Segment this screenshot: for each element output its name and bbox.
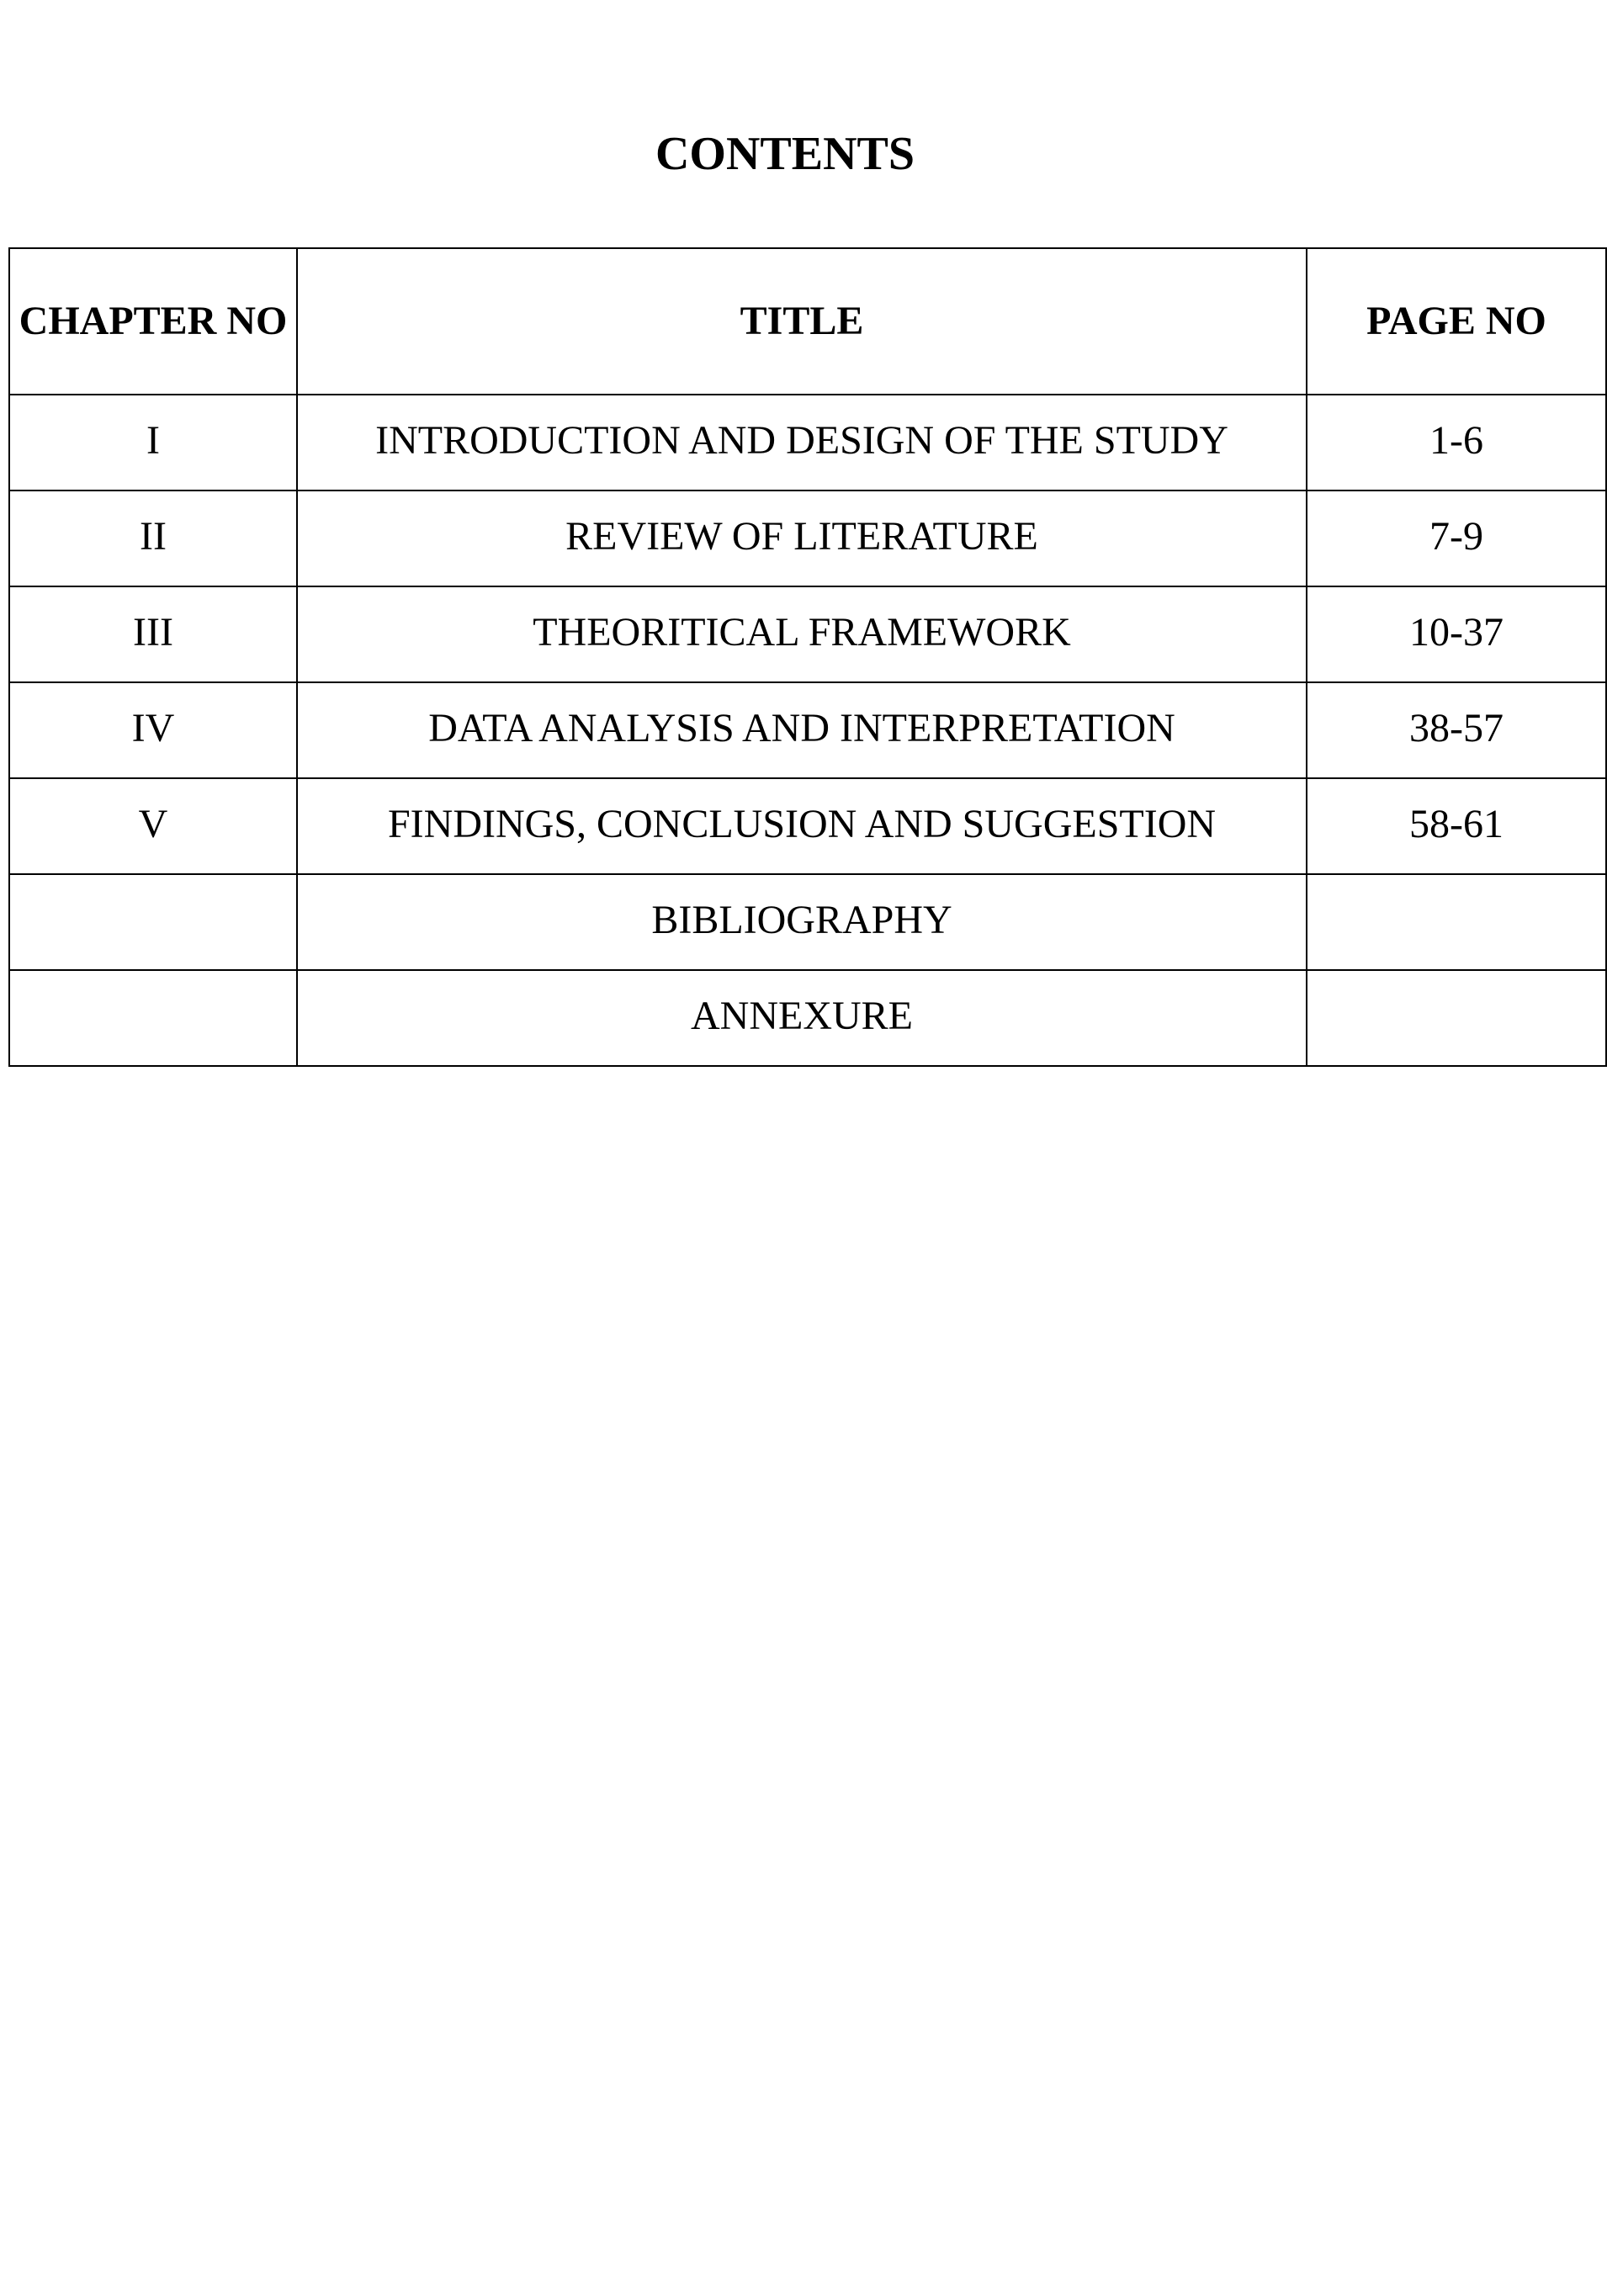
chapter-cell xyxy=(9,490,297,586)
table-row xyxy=(9,586,1606,682)
title-cell xyxy=(297,586,1307,682)
title-cell xyxy=(297,682,1307,778)
chapter-title: INTRODUCTION AND DESIGN OF THE STUDY xyxy=(375,418,1228,463)
chapter-cell xyxy=(9,874,297,970)
title-cell xyxy=(297,395,1307,490)
page-cell xyxy=(1307,874,1606,970)
page-range: 7-9 xyxy=(1429,514,1483,559)
table-row xyxy=(9,970,1606,1066)
page-cell xyxy=(1307,490,1606,586)
page-range: 10-37 xyxy=(1409,610,1504,655)
page-range xyxy=(1307,971,1605,981)
title-cell xyxy=(297,778,1307,874)
table-row xyxy=(9,778,1606,874)
title-cell xyxy=(297,874,1307,970)
contents-table xyxy=(8,247,1607,1067)
title-cell xyxy=(297,970,1307,1066)
table-row xyxy=(9,490,1606,586)
page-range xyxy=(1307,875,1605,885)
page-range: 1-6 xyxy=(1429,418,1483,463)
table-row xyxy=(9,874,1606,970)
chapter-cell xyxy=(9,586,297,682)
chapter-title: REVIEW OF LITERATURE xyxy=(565,514,1038,559)
chapter-number: III xyxy=(133,610,173,655)
page-range: 58-61 xyxy=(1409,802,1504,846)
table-row xyxy=(9,682,1606,778)
table-row xyxy=(9,395,1606,490)
chapter-title: ANNEXURE xyxy=(691,994,913,1038)
chapter-cell xyxy=(9,395,297,490)
chapter-cell xyxy=(9,970,297,1066)
page-cell xyxy=(1307,682,1606,778)
chapter-title: BIBLIOGRAPHY xyxy=(651,898,952,942)
header-title: TITLE xyxy=(297,248,1307,395)
page-range: 38-57 xyxy=(1409,706,1504,750)
page-cell xyxy=(1307,778,1606,874)
chapter-number: IV xyxy=(131,706,175,750)
page-cell xyxy=(1307,586,1606,682)
page-cell xyxy=(1307,970,1606,1066)
chapter-title: FINDINGS, CONCLUSION AND SUGGESTION xyxy=(387,802,1217,846)
chapter-title: DATA ANALYSIS AND INTERPRETATION xyxy=(428,706,1175,750)
chapter-number xyxy=(10,971,296,981)
chapter-number: V xyxy=(138,802,168,846)
chapter-cell xyxy=(9,682,297,778)
title-cell xyxy=(297,490,1307,586)
chapter-number: II xyxy=(140,514,167,559)
chapter-number xyxy=(10,875,296,885)
page-cell xyxy=(1307,395,1606,490)
chapter-cell xyxy=(9,778,297,874)
header-chapter-no: CHAPTER NO xyxy=(9,248,297,395)
page-title: CONTENTS xyxy=(655,128,915,180)
table-header-row xyxy=(9,248,1606,395)
chapter-number: I xyxy=(146,418,160,463)
chapter-title: THEORITICAL FRAMEWORK xyxy=(533,610,1071,655)
header-page-no: PAGE NO xyxy=(1307,248,1606,395)
